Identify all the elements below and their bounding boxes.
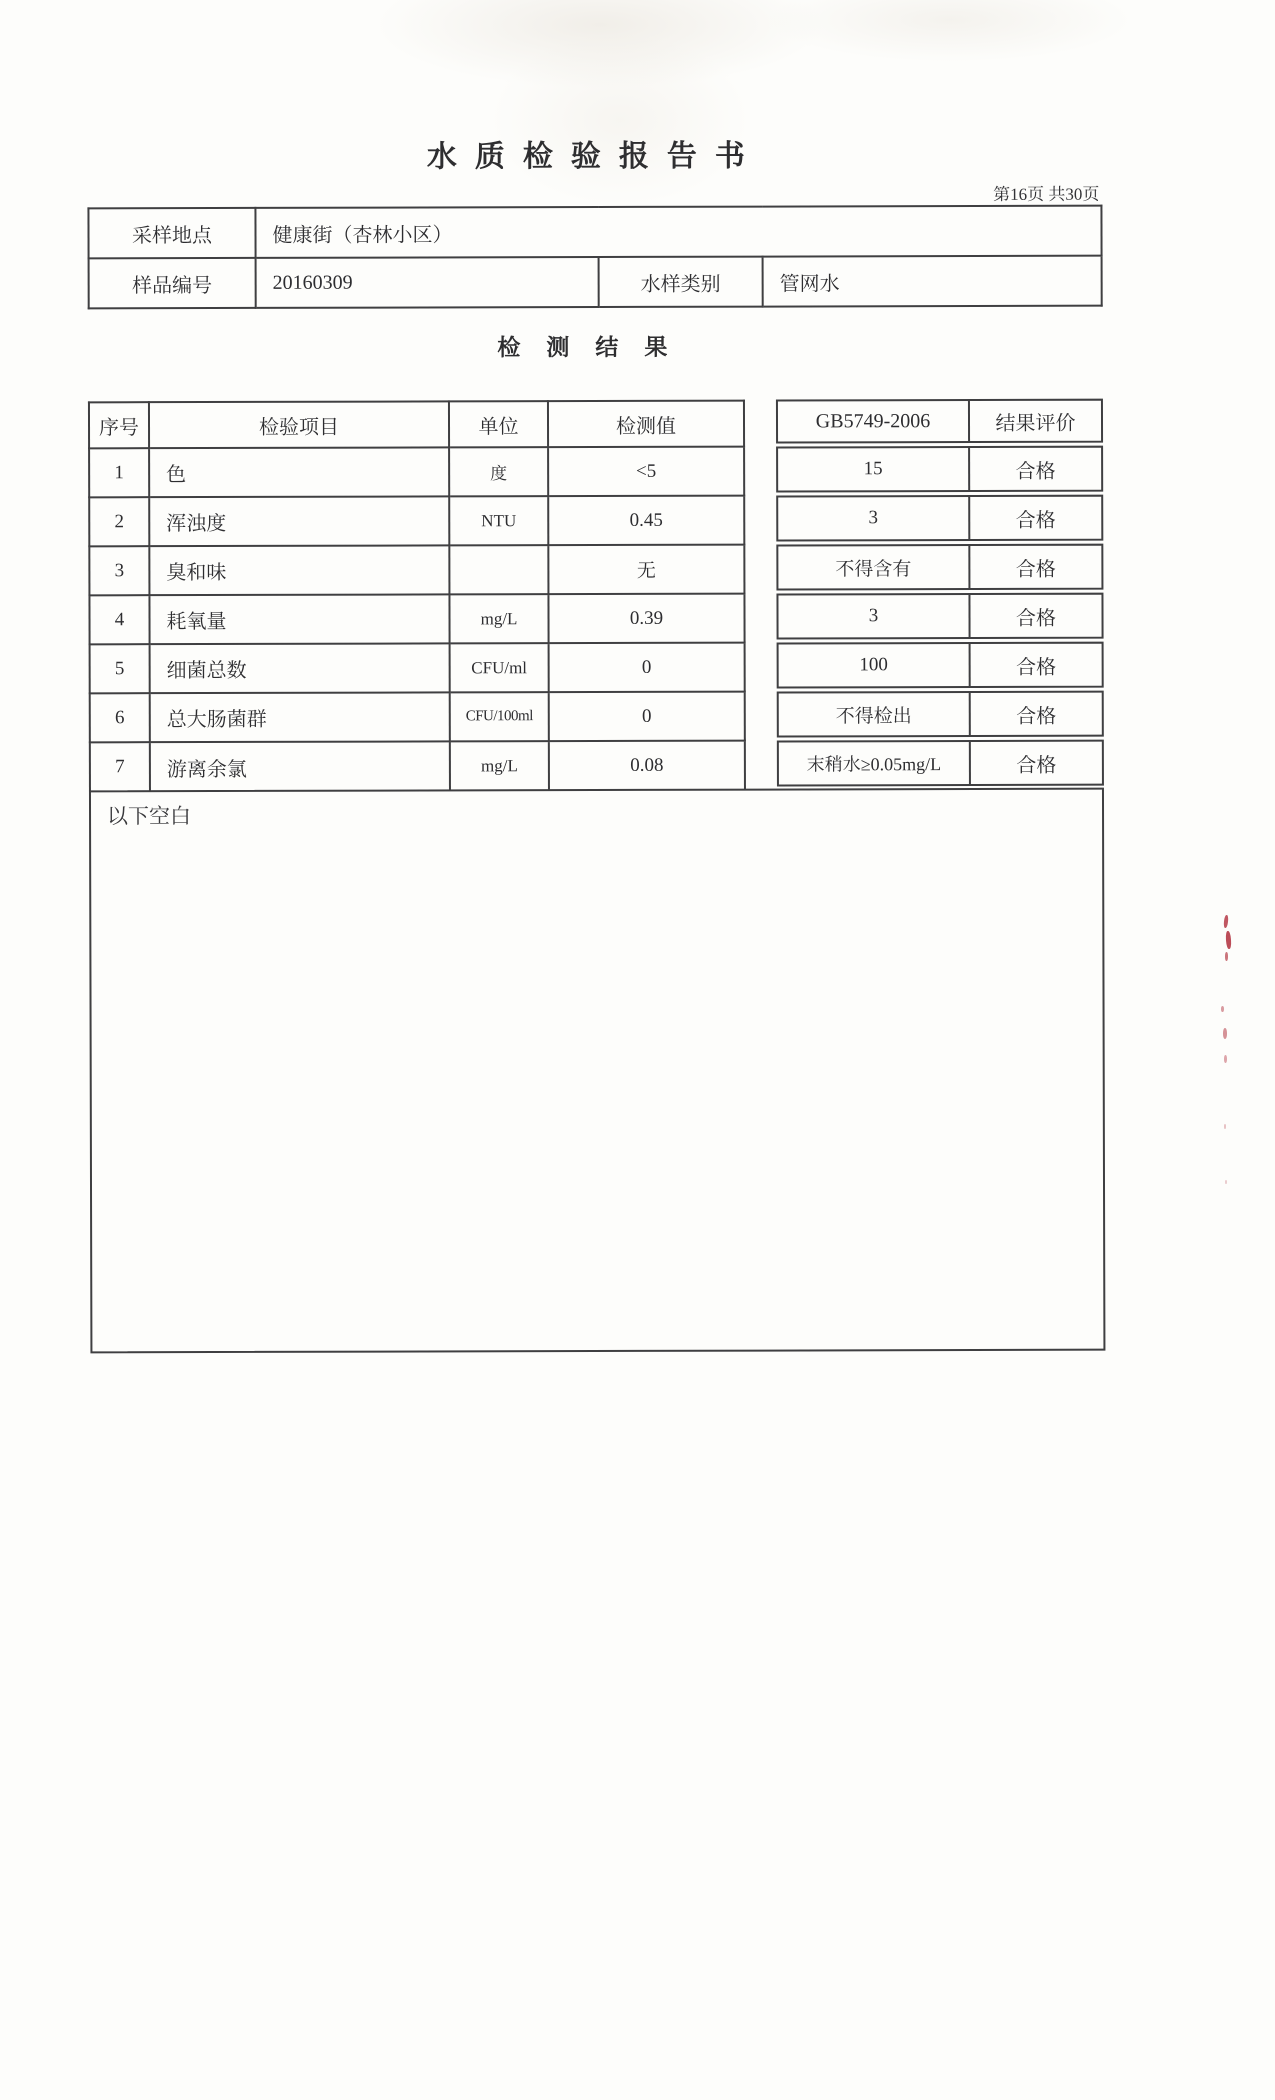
row-item: 细菌总数 bbox=[150, 643, 450, 693]
standard-row bbox=[776, 544, 1103, 591]
row-evaluation: 合格 bbox=[1015, 607, 1057, 630]
row-unit: mg/L bbox=[450, 741, 549, 790]
water-type-value: 管网水 bbox=[763, 256, 1102, 307]
results-table bbox=[88, 400, 746, 792]
header-evaluation: 结果评价 bbox=[995, 412, 1076, 435]
row-value: <5 bbox=[548, 447, 744, 497]
row-num: 2 bbox=[89, 497, 149, 546]
sample-id-label: 样品编号 bbox=[89, 258, 256, 308]
row-item: 游离余氯 bbox=[150, 741, 450, 791]
row-unit: NTU bbox=[449, 496, 548, 545]
row-num: 1 bbox=[89, 448, 149, 497]
sample-info-table bbox=[87, 205, 1102, 310]
standard-row bbox=[777, 691, 1104, 738]
blank-note: 以下空白 bbox=[107, 804, 192, 829]
header-value: 检测值 bbox=[548, 401, 744, 448]
header-standard: GB5749-2006 bbox=[778, 401, 970, 442]
sample-location-label: 采样地点 bbox=[88, 208, 255, 258]
row-evaluation: 合格 bbox=[1016, 705, 1057, 728]
page-number: 第16页 共30页 bbox=[993, 184, 1100, 204]
row-value: 0.39 bbox=[548, 594, 744, 644]
standard-row bbox=[776, 495, 1103, 542]
page-title: 水质检验报告书 bbox=[426, 139, 763, 174]
red-ink-speck bbox=[1224, 1124, 1226, 1129]
red-ink-speck bbox=[1225, 952, 1228, 961]
row-evaluation: 合格 bbox=[1015, 509, 1056, 532]
blank-area-box bbox=[89, 788, 1105, 1354]
row-unit: mg/L bbox=[449, 594, 548, 643]
row-value: 0.45 bbox=[548, 496, 744, 546]
red-ink-speck bbox=[1223, 1028, 1227, 1039]
row-unit: CFU/ml bbox=[450, 643, 549, 692]
table-row bbox=[90, 643, 745, 694]
row-item: 耗氧量 bbox=[149, 594, 449, 644]
table-row bbox=[89, 496, 744, 547]
row-value: 无 bbox=[548, 545, 744, 595]
table-row bbox=[89, 594, 744, 645]
table-row bbox=[89, 545, 744, 596]
row-num: 4 bbox=[89, 595, 149, 644]
row-num: 3 bbox=[89, 546, 149, 595]
standard-row bbox=[777, 740, 1104, 787]
row-unit bbox=[449, 545, 548, 594]
row-standard: 不得含有 bbox=[778, 546, 970, 589]
header-item: 检验项目 bbox=[149, 401, 449, 448]
row-evaluation: 合格 bbox=[1016, 754, 1057, 777]
header-unit: 单位 bbox=[449, 401, 548, 447]
row-value: 0.08 bbox=[549, 741, 745, 791]
row-num: 5 bbox=[90, 644, 150, 693]
red-ink-speck bbox=[1221, 1006, 1224, 1012]
standard-row bbox=[777, 642, 1104, 689]
row-item: 臭和味 bbox=[149, 545, 449, 595]
row-item: 色 bbox=[149, 447, 449, 497]
sample-location-row bbox=[88, 206, 1101, 259]
row-standard: 100 bbox=[779, 644, 971, 687]
results-header-row bbox=[89, 401, 744, 449]
sample-id-value: 20160309 bbox=[256, 257, 599, 308]
row-num: 7 bbox=[90, 742, 150, 791]
row-value: 0 bbox=[549, 643, 745, 693]
row-item: 浑浊度 bbox=[149, 496, 449, 546]
row-evaluation: 合格 bbox=[1015, 558, 1056, 581]
row-evaluation: 合格 bbox=[1016, 656, 1057, 679]
standard-row bbox=[776, 593, 1103, 640]
standard-evaluation-column bbox=[776, 399, 1104, 790]
red-ink-speck bbox=[1224, 1055, 1227, 1063]
standard-header-box bbox=[776, 399, 1103, 444]
water-type-label: 水样类别 bbox=[599, 257, 763, 307]
sample-id-row bbox=[89, 256, 1102, 309]
table-row bbox=[90, 741, 745, 792]
row-standard: 3 bbox=[778, 595, 970, 638]
row-unit: 度 bbox=[449, 447, 548, 496]
row-unit: CFU/100ml bbox=[450, 692, 549, 741]
row-standard: 15 bbox=[778, 448, 970, 491]
sample-location-value: 健康街（杏林小区） bbox=[255, 206, 1101, 258]
row-num: 6 bbox=[90, 693, 150, 742]
row-standard: 不得检出 bbox=[779, 693, 971, 736]
red-ink-speck bbox=[1225, 1180, 1227, 1184]
row-evaluation: 合格 bbox=[1015, 460, 1056, 483]
row-standard: 末稍水≥0.05mg/L bbox=[779, 742, 971, 785]
row-value: 0 bbox=[549, 692, 745, 742]
row-item: 总大肠菌群 bbox=[150, 692, 450, 742]
table-row bbox=[90, 692, 745, 743]
header-num: 序号 bbox=[89, 402, 149, 448]
section-title: 检测结果 bbox=[497, 334, 694, 361]
standard-row bbox=[776, 446, 1103, 493]
table-row bbox=[89, 447, 744, 498]
row-standard: 3 bbox=[778, 497, 970, 540]
